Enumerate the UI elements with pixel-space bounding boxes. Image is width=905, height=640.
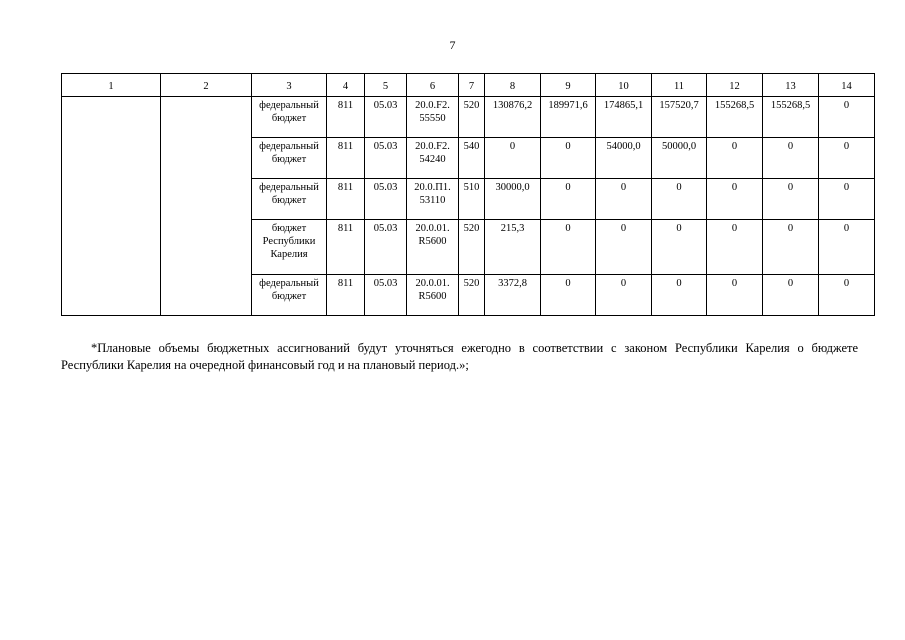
- header-cell: 9: [541, 74, 596, 97]
- header-cell: 7: [459, 74, 485, 97]
- header-cell: 8: [485, 74, 541, 97]
- table-cell: 0: [596, 220, 652, 275]
- funding-source-cell: федеральный бюджет: [252, 97, 327, 138]
- table-cell: 05.03: [365, 275, 407, 316]
- table-cell: 189971,6: [541, 97, 596, 138]
- table-row: [62, 97, 875, 138]
- header-cell: 14: [819, 74, 875, 97]
- table-cell: 0: [485, 138, 541, 179]
- header-cell: 1: [62, 74, 161, 97]
- table-cell: 811: [327, 220, 365, 275]
- budget-allocation-table: [61, 73, 875, 316]
- table-cell: 20.0.01. R5600: [407, 220, 459, 275]
- table-cell: 0: [596, 179, 652, 220]
- header-cell: 2: [161, 74, 252, 97]
- table-cell: 811: [327, 275, 365, 316]
- funding-source-cell: бюджет Республики Карелия: [252, 220, 327, 275]
- table-cell: 520: [459, 220, 485, 275]
- table-cell: 174865,1: [596, 97, 652, 138]
- funding-source-cell: федеральный бюджет: [252, 275, 327, 316]
- table-cell: 811: [327, 138, 365, 179]
- footnote: *Плановые объемы бюджетных ассигнований будут уточняться ежегодно в соответствии с законом Республики Карелия о бюджете Республики Карелия на очередной финансовый год и на плановый период.»;: [61, 341, 858, 372]
- table-cell: 05.03: [365, 138, 407, 179]
- page-number: 7: [449, 38, 456, 52]
- header-cell: 3: [252, 74, 327, 97]
- table-cell: 155268,5: [763, 97, 819, 138]
- table-cell: 0: [819, 220, 875, 275]
- table-cell: 05.03: [365, 97, 407, 138]
- table-cell: 157520,7: [652, 97, 707, 138]
- table-cell: 520: [459, 275, 485, 316]
- header-cell: 10: [596, 74, 652, 97]
- table-cell: 0: [707, 138, 763, 179]
- table-cell: 811: [327, 97, 365, 138]
- table-cell: 20.0.F2. 55550: [407, 97, 459, 138]
- table-header-row: [62, 74, 875, 97]
- table-cell: 0: [763, 138, 819, 179]
- header-cell: 13: [763, 74, 819, 97]
- table-cell: 20.0.П1. 53110: [407, 179, 459, 220]
- table-cell: 0: [819, 275, 875, 316]
- table-cell: 05.03: [365, 220, 407, 275]
- table-cell: 811: [327, 179, 365, 220]
- table-cell: 20.0.01. R5600: [407, 275, 459, 316]
- funding-source-cell: федеральный бюджет: [252, 138, 327, 179]
- header-cell: 5: [365, 74, 407, 97]
- header-cell: 6: [407, 74, 459, 97]
- table-cell: 0: [819, 179, 875, 220]
- table-cell: 0: [652, 220, 707, 275]
- table-cell: 0: [541, 220, 596, 275]
- table-cell: 155268,5: [707, 97, 763, 138]
- table-cell: 0: [819, 97, 875, 138]
- table-cell: 0: [707, 179, 763, 220]
- table-cell: 50000,0: [652, 138, 707, 179]
- table-cell: 0: [541, 179, 596, 220]
- table-cell: 0: [707, 275, 763, 316]
- table-cell-col1-empty: [62, 97, 161, 316]
- header-cell: 12: [707, 74, 763, 97]
- table-cell: 0: [819, 138, 875, 179]
- table-cell: 0: [541, 138, 596, 179]
- funding-source-cell: федеральный бюджет: [252, 179, 327, 220]
- table-cell: 540: [459, 138, 485, 179]
- table-cell: 0: [763, 220, 819, 275]
- table-cell: 30000,0: [485, 179, 541, 220]
- table-cell: 0: [541, 275, 596, 316]
- table-cell: 0: [763, 179, 819, 220]
- header-cell: 4: [327, 74, 365, 97]
- table-cell: 05.03: [365, 179, 407, 220]
- table-cell: 0: [652, 179, 707, 220]
- table-cell: 0: [763, 275, 819, 316]
- table-cell: 0: [707, 220, 763, 275]
- table-cell: 215,3: [485, 220, 541, 275]
- table-cell: 520: [459, 97, 485, 138]
- table-cell: 0: [652, 275, 707, 316]
- table-cell: 510: [459, 179, 485, 220]
- table-cell-col2-empty: [161, 97, 252, 316]
- table-cell: 3372,8: [485, 275, 541, 316]
- table-cell: 130876,2: [485, 97, 541, 138]
- table-cell: 54000,0: [596, 138, 652, 179]
- table-cell: 20.0.F2. 54240: [407, 138, 459, 179]
- table-cell: 0: [596, 275, 652, 316]
- header-cell: 11: [652, 74, 707, 97]
